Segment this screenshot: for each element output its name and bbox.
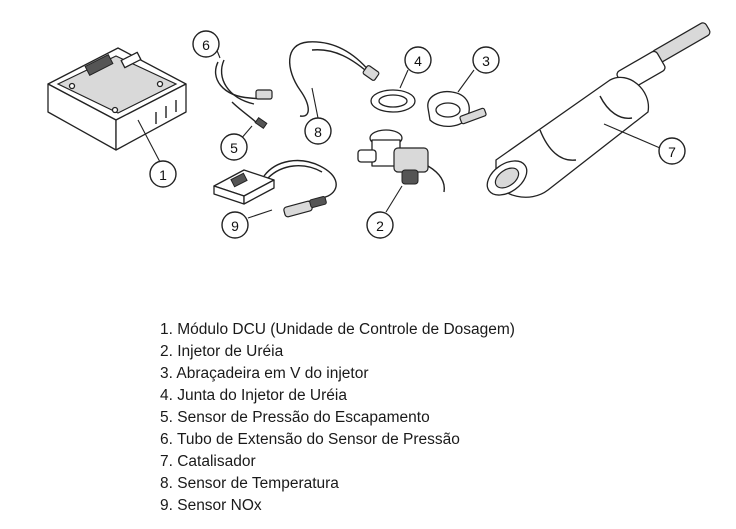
legend-item: 6. Tubo de Extensão do Sensor de Pressão: [160, 431, 460, 448]
nox-sensor-drawing: [214, 161, 336, 218]
legend-item: 9. Sensor NOx: [160, 497, 262, 514]
catalyst-drawing: [481, 21, 711, 202]
dcu-module-drawing: [48, 48, 186, 162]
parts-legend: [160, 319, 515, 517]
callout-8-label: 8: [314, 124, 322, 140]
callout-4-label: 4: [414, 53, 422, 69]
legend-item: 5. Sensor de Pressão do Escapamento: [160, 409, 430, 426]
callout-3-label: 3: [482, 53, 490, 69]
callout-6-label: 6: [202, 37, 210, 53]
callout-2: [367, 212, 393, 238]
callout-8: [305, 118, 331, 144]
callout-5: [221, 134, 247, 160]
v-clamp-drawing: [428, 70, 487, 126]
legend-item: 8. Sensor de Temperatura: [160, 475, 339, 492]
callout-4: [405, 47, 431, 73]
callout-1-label: 1: [159, 167, 167, 183]
legend-item: 7. Catalisador: [160, 453, 256, 470]
callout-1: [150, 161, 176, 187]
legend-item: 3. Abraçadeira em V do injetor: [160, 365, 369, 382]
callout-7-label: 7: [668, 144, 676, 160]
urea-injector-drawing: [358, 130, 444, 212]
callout-9: [222, 212, 248, 238]
pressure-sensor-tube-drawing: [216, 48, 272, 140]
callout-2-label: 2: [376, 218, 384, 234]
legend-item: 4. Junta do Injetor de Uréia: [160, 387, 347, 404]
callout-6: [193, 31, 219, 57]
legend-item: 2. Injetor de Uréia: [160, 343, 284, 360]
temperature-sensor-drawing: [290, 42, 380, 118]
callout-5-label: 5: [230, 140, 238, 156]
callout-3: [473, 47, 499, 73]
callout-9-label: 9: [231, 218, 239, 234]
callout-7: [659, 138, 685, 164]
legend-item: 1. Módulo DCU (Unidade de Controle de Dosagem): [160, 321, 515, 338]
